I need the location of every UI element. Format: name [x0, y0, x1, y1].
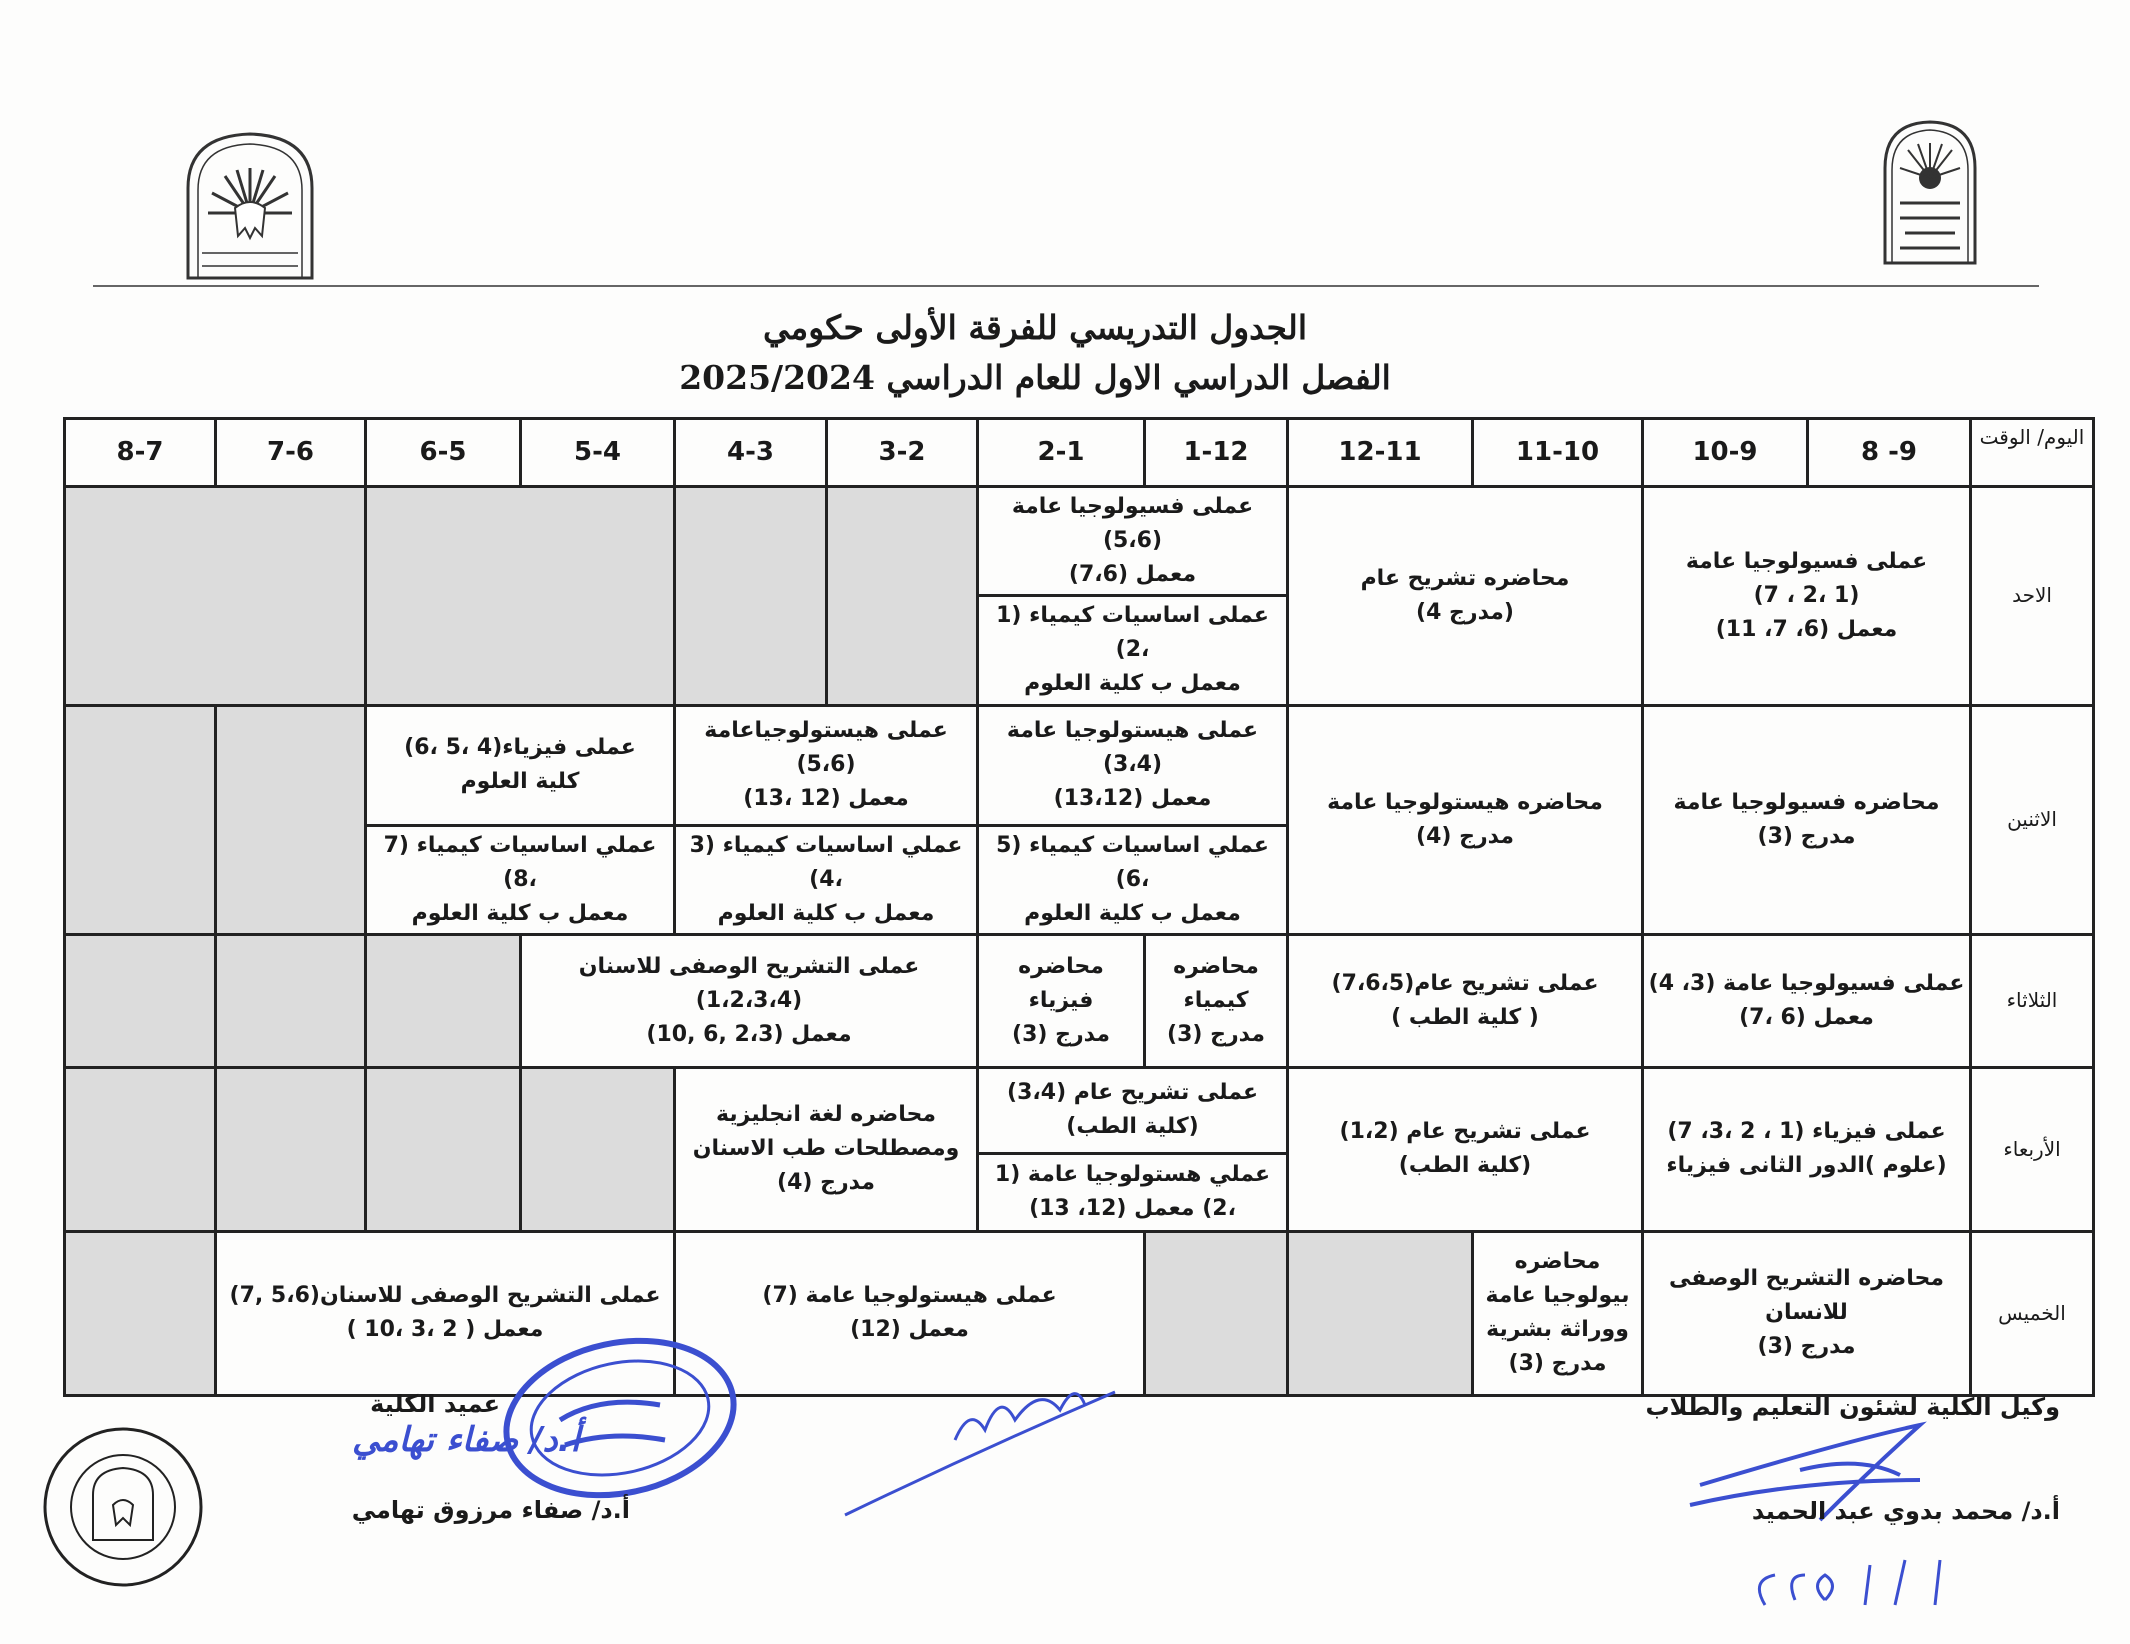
- day-row-monday: [65, 705, 2094, 825]
- time-slot: 2-1: [978, 419, 1145, 487]
- schedule-cell: عملى التشريح الوصفى للاسنان (1،2،3،4) معمل (2،3 ,6 ,10): [521, 934, 978, 1067]
- empty-slot: [675, 487, 827, 706]
- empty-slot: [216, 934, 366, 1067]
- schedule-cell: عملى فسيولوجيا عامة (1 ،2 ، 7) معمل (6، 7، 11): [1643, 487, 1971, 706]
- schedule-table: [63, 417, 2095, 1397]
- page-subtitle: الفصل الدراسي الاول للعام الدراسي 2025/2024: [679, 358, 1391, 397]
- empty-slot: [1145, 1231, 1288, 1395]
- middle-handwritten-date: [845, 1392, 1115, 1515]
- header-row: [65, 419, 2094, 487]
- empty-slot: [65, 1231, 216, 1395]
- empty-slot: [366, 487, 675, 706]
- schedule-cell: عملى فيزياء (1 ، 2 ،3، 7) (علوم )الدور الثانى فيزياء: [1643, 1067, 1971, 1231]
- empty-slot: [521, 1067, 675, 1231]
- schedule-cell: محاضره فيزياء مدرج (3): [978, 934, 1145, 1067]
- schedule-cell: عملى هيستولوجيا عامة (3،4) معمل (13،12): [978, 705, 1288, 825]
- empty-slot: [216, 705, 366, 934]
- dean-handwritten-signature: أ.د/ صفاء تهامي: [351, 1420, 580, 1460]
- schedule-cell: عملى فسيولوجيا عامة (3، 4) معمل (6 ،7): [1643, 934, 1971, 1067]
- schedule-cell: عملى تشريح عام(7،6،5) ( كلية الطب ): [1288, 934, 1643, 1067]
- time-slot: 5-4: [521, 419, 675, 487]
- time-slot: 8-7: [65, 419, 216, 487]
- header-divider: [93, 285, 2039, 287]
- schedule-cell: عملي اساسيات كيمياء (3 ،4) معمل ب كلية العلوم: [675, 825, 978, 934]
- day-row-sunday: [65, 487, 2094, 596]
- dean-name: أ.د/ صفاء مرزوق تهامي: [351, 1496, 630, 1524]
- time-slot: 4-3: [675, 419, 827, 487]
- empty-slot: [827, 487, 978, 706]
- schedule-cell: عملى تشريح عام (1،2) (كلية الطب): [1288, 1067, 1643, 1231]
- schedule-cell: محاضره هيستولوجيا عامة مدرج (4): [1288, 705, 1643, 934]
- empty-slot: [65, 487, 366, 706]
- schedule-cell: عملى فسيولوجيا عامة (5،6) معمل (7،6): [978, 487, 1288, 596]
- day-label: الاثنين: [1971, 705, 2094, 934]
- day-row-tuesday: [65, 934, 2094, 1067]
- schedule-cell: محاضره التشريح الوصفى للانسان مدرج (3): [1643, 1231, 1971, 1395]
- page-title: الجدول التدريسي للفرقة الأولى حكومي: [763, 308, 1307, 347]
- day-row-thursday: [65, 1231, 2094, 1395]
- schedule-cell: محاضره بيولوجيا عامة ووراثة بشرية مدرج (3): [1473, 1231, 1643, 1395]
- schedule-cell: عملي اساسيات كيمياء (5 ،6) معمل ب كلية العلوم: [978, 825, 1288, 934]
- day-label: الثلاثاء: [1971, 934, 2094, 1067]
- faculty-of-dentistry-logo: [180, 128, 320, 283]
- empty-slot: [65, 1067, 216, 1231]
- schedule-cell: محاضره لغة انجليزية ومصطلحات طب الاسنان مدرج (4): [675, 1067, 978, 1231]
- dean-title: عميد الكلية: [370, 1390, 500, 1418]
- empty-slot: [65, 705, 216, 934]
- schedule-cell: عملى فيزياء(4 ،5 ،6) كلية العلوم: [366, 705, 675, 825]
- schedule-cell: عملي اساسيات كيمياء (7 ،8) معمل ب كلية العلوم: [366, 825, 675, 934]
- time-slot: 7-6: [216, 419, 366, 487]
- corner-label: اليوم/ الوقت: [1971, 419, 2094, 487]
- time-slot: 12-11: [1288, 419, 1473, 487]
- day-label: الأربعاء: [1971, 1067, 2094, 1231]
- empty-slot: [65, 934, 216, 1067]
- schedule-cell: عملى تشريح عام (3،4) (كلية الطب): [978, 1067, 1288, 1153]
- schedule-cell: عملى اساسيات كيمياء (1 ،2) معمل ب كلية العلوم: [978, 596, 1288, 705]
- empty-slot: [216, 1067, 366, 1231]
- time-slot: 9- 8: [1808, 419, 1971, 487]
- day-label: الخميس: [1971, 1231, 2094, 1395]
- schedule-cell: عملى هيستولوجيا عامة (7) معمل (12): [675, 1231, 1145, 1395]
- empty-slot: [1288, 1231, 1473, 1395]
- vice-dean-name: أ.د/ محمد بدوي عبد الحميد: [1751, 1497, 2060, 1525]
- time-slot: 6-5: [366, 419, 521, 487]
- schedule-cell: محاضره تشريح عام (مدرج 4): [1288, 487, 1643, 706]
- day-label: الاحد: [1971, 487, 2094, 706]
- day-row-wednesday: [65, 1067, 2094, 1153]
- assiut-university-logo: [1880, 118, 1980, 268]
- schedule-cell: محاضره كيمياء مدرج (3): [1145, 934, 1288, 1067]
- schedule-cell: عملى هيستولوجياعامة (5،6) معمل (12 ،13): [675, 705, 978, 825]
- schedule-cell: محاضره فسيولوجيا عامة مدرج (3): [1643, 705, 1971, 934]
- empty-slot: [366, 1067, 521, 1231]
- time-slot: 11-10: [1473, 419, 1643, 487]
- round-seal: [45, 1429, 201, 1585]
- empty-slot: [366, 934, 521, 1067]
- vice-dean-title: وكيل الكلية لشئون التعليم والطلاب: [1645, 1393, 2060, 1421]
- time-slot: 10-9: [1643, 419, 1808, 487]
- schedule-cell: عملى التشريح الوصفى للاسنان(5،6 ,7) معمل ( 2 ،3 ،10 ): [216, 1231, 675, 1395]
- time-slot: 1-12: [1145, 419, 1288, 487]
- schedule-cell: عملي هستولوجيا عامة (1 ،2) معمل (12، 13): [978, 1153, 1288, 1231]
- time-slot: 3-2: [827, 419, 978, 487]
